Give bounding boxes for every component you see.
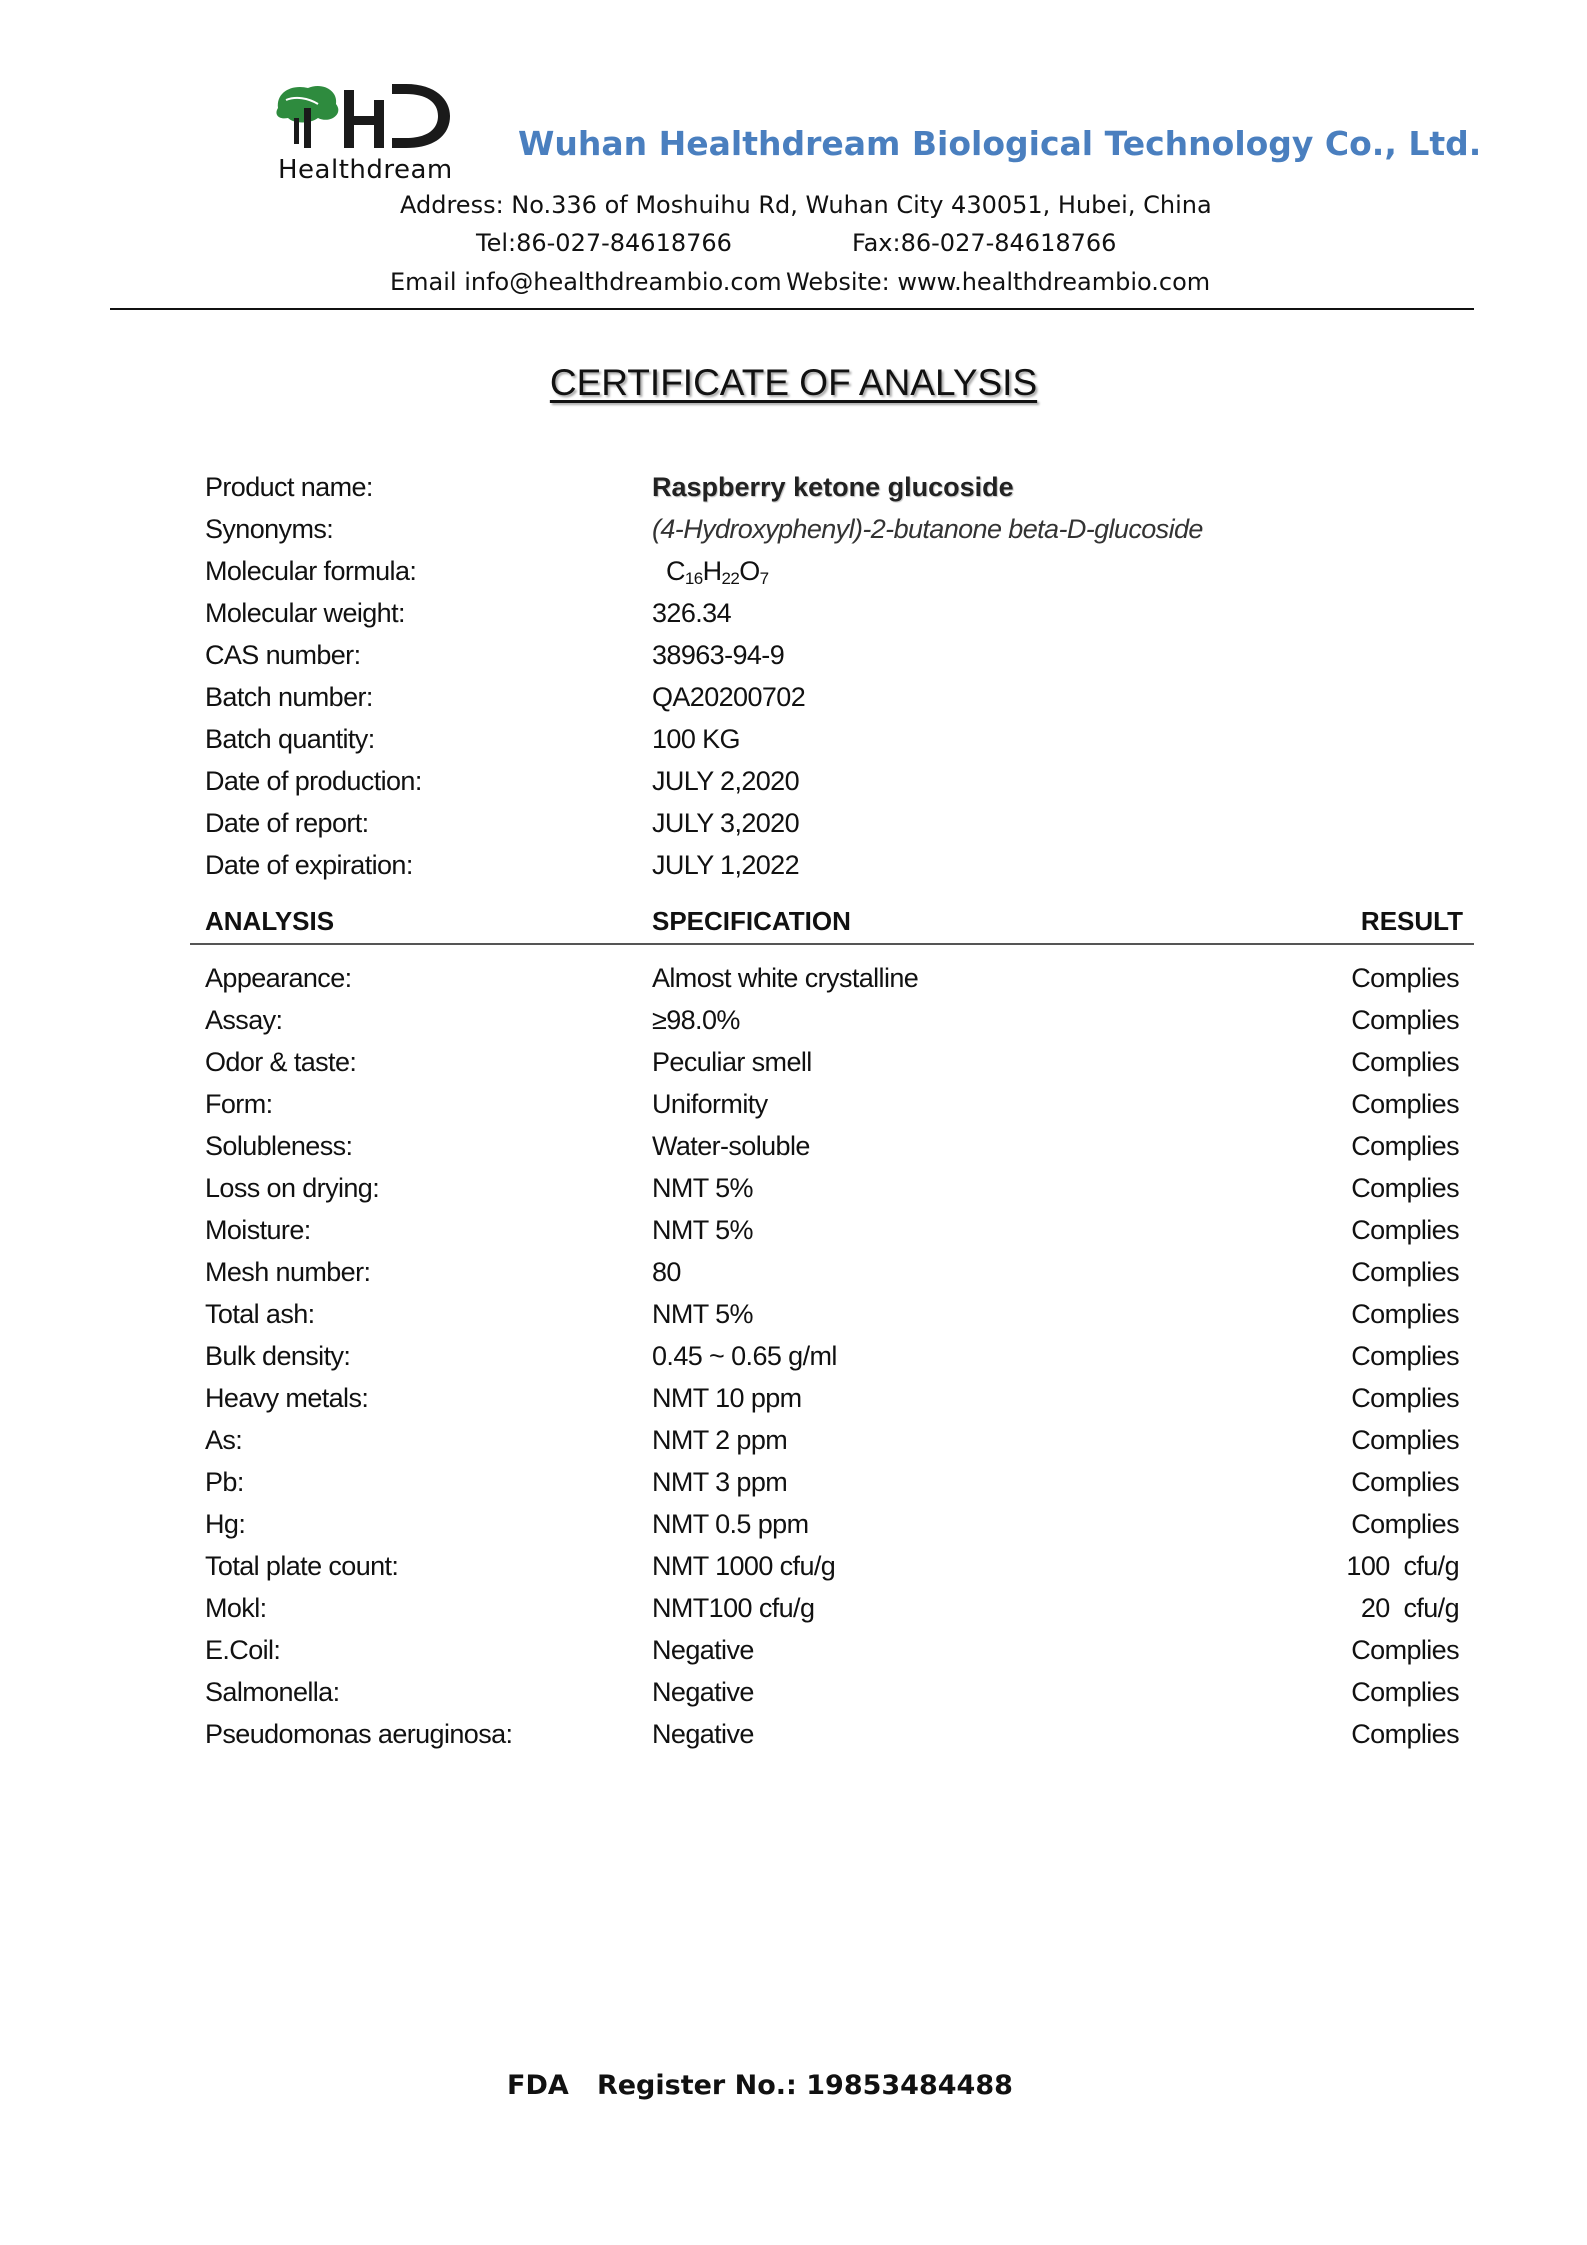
table-row: [0, 963, 1587, 1003]
result-cell: Complies: [1351, 1341, 1459, 1371]
result-cell: Complies: [1351, 1005, 1459, 1035]
specification-cell: NMT 1000 cfu/g: [652, 1551, 836, 1581]
analysis-cell: Odor & taste:: [205, 1047, 357, 1077]
result-cell: Complies: [1351, 1257, 1459, 1287]
table-row: [0, 1215, 1587, 1255]
info-row-batch-number: [0, 682, 1587, 722]
company-logo: [274, 78, 464, 188]
result-cell: Complies: [1351, 1425, 1459, 1455]
specification-cell: Negative: [652, 1677, 754, 1707]
specification-cell: Peculiar smell: [652, 1047, 812, 1077]
specification-cell: NMT 5%: [652, 1299, 753, 1329]
analysis-cell: Pb:: [205, 1467, 244, 1497]
result-cell: Complies: [1351, 1047, 1459, 1077]
analysis-cell: Moisture:: [205, 1215, 311, 1245]
analysis-cell: Assay:: [205, 1005, 283, 1035]
batch-quantity-value: 100 KG: [652, 724, 740, 754]
table-row: [0, 1467, 1587, 1507]
specification-cell: Almost white crystalline: [652, 963, 919, 993]
analysis-cell: Heavy metals:: [205, 1383, 369, 1413]
molecular-weight-value: 326.34: [652, 598, 731, 628]
specification-cell: NMT 10 ppm: [652, 1383, 802, 1413]
info-label: Batch number:: [205, 682, 373, 712]
table-row: [0, 1047, 1587, 1087]
table-row: [0, 1131, 1587, 1171]
analysis-cell: Mokl:: [205, 1593, 267, 1623]
analysis-cell: Total ash:: [205, 1299, 315, 1329]
table-row: [0, 1299, 1587, 1339]
specification-cell: 80: [652, 1257, 681, 1287]
analysis-cell: Mesh number:: [205, 1257, 371, 1287]
result-cell: 20 cfu/g: [1360, 1593, 1459, 1623]
info-label: Date of production:: [205, 766, 422, 796]
company-address: Address: No.336 of Moshuihu Rd, Wuhan City 430051, Hubei, China: [400, 191, 1212, 219]
analysis-cell: Solubleness:: [205, 1131, 353, 1161]
report-date-value: JULY 3,2020: [652, 808, 800, 838]
specification-cell: NMT 5%: [652, 1215, 753, 1245]
header-divider: [110, 308, 1474, 310]
table-row: [0, 1383, 1587, 1423]
specification-cell: NMT 3 ppm: [652, 1467, 788, 1497]
logo-wordmark: Healthdream: [278, 155, 453, 185]
specification-cell: Uniformity: [652, 1089, 768, 1119]
info-row-production-date: [0, 766, 1587, 806]
analysis-cell: Loss on drying:: [205, 1173, 380, 1203]
info-label: Molecular formula:: [205, 556, 417, 586]
analysis-cell: Hg:: [205, 1509, 246, 1539]
info-label: Product name:: [205, 472, 373, 502]
analysis-cell: Form:: [205, 1089, 273, 1119]
analysis-table-header: [0, 906, 1587, 942]
table-row: [0, 1635, 1587, 1675]
table-row: [0, 1593, 1587, 1633]
company-tel: Tel:86-027-84618766: [476, 229, 732, 257]
result-column-header: RESULT: [1360, 906, 1463, 936]
table-row: [0, 1425, 1587, 1465]
specification-cell: NMT 0.5 ppm: [652, 1509, 809, 1539]
table-row: [0, 1089, 1587, 1129]
analysis-cell: Appearance:: [205, 963, 352, 993]
table-row: [0, 1341, 1587, 1381]
specification-cell: NMT 2 ppm: [652, 1425, 788, 1455]
result-cell: Complies: [1351, 1215, 1459, 1245]
info-label: CAS number:: [205, 640, 361, 670]
company-email: Email info@healthdreambio.com: [390, 268, 782, 296]
analysis-cell: Total plate count:: [205, 1551, 399, 1581]
product-name-value: Raspberry ketone glucoside: [652, 472, 1014, 502]
specification-cell: Water-soluble: [652, 1131, 810, 1161]
info-row-weight: [0, 598, 1587, 638]
table-row: [0, 1719, 1587, 1759]
result-cell: Complies: [1351, 963, 1459, 993]
result-cell: Complies: [1351, 1719, 1459, 1749]
fda-register-number: FDA Register No.: 19853484488: [507, 2070, 1013, 2101]
analysis-cell: E.Coil:: [205, 1635, 281, 1665]
specification-cell: NMT 5%: [652, 1173, 753, 1203]
result-cell: Complies: [1351, 1509, 1459, 1539]
info-label: Date of report:: [205, 808, 369, 838]
company-name: Wuhan Healthdream Biological Technology Co., Ltd.: [518, 124, 1482, 163]
info-row-product-name: [0, 472, 1587, 512]
analysis-cell: Bulk density:: [205, 1341, 351, 1371]
company-website: Website: www.healthdreambio.com: [786, 268, 1211, 296]
info-row-report-date: [0, 808, 1587, 848]
result-cell: Complies: [1351, 1467, 1459, 1497]
specification-cell: Negative: [652, 1635, 754, 1665]
specification-column-header: SPECIFICATION: [652, 906, 851, 936]
info-row-batch-quantity: [0, 724, 1587, 764]
analysis-column-header: ANALYSIS: [205, 906, 335, 936]
result-cell: Complies: [1351, 1299, 1459, 1329]
info-row-formula: [0, 556, 1587, 596]
result-cell: Complies: [1351, 1089, 1459, 1119]
table-row: [0, 1257, 1587, 1297]
result-cell: Complies: [1351, 1131, 1459, 1161]
result-cell: Complies: [1351, 1635, 1459, 1665]
info-label: Synonyms:: [205, 514, 334, 544]
specification-cell: Negative: [652, 1719, 754, 1749]
healthdream-logo-icon: [274, 78, 464, 158]
company-fax: Fax:86-027-84618766: [852, 229, 1117, 257]
table-row: [0, 1173, 1587, 1213]
info-label: Date of expiration:: [205, 850, 413, 880]
analysis-cell: As:: [205, 1425, 243, 1455]
expiration-date-value: JULY 1,2022: [652, 850, 800, 880]
result-cell: Complies: [1351, 1677, 1459, 1707]
table-row: [0, 1551, 1587, 1591]
analysis-cell: Pseudomonas aeruginosa:: [205, 1719, 513, 1749]
result-cell: Complies: [1351, 1173, 1459, 1203]
result-cell: 100 cfu/g: [1346, 1551, 1459, 1581]
info-row-expiration-date: [0, 850, 1587, 890]
info-row-synonyms: [0, 514, 1587, 554]
batch-number-value: QA20200702: [652, 682, 806, 712]
table-header-divider: [190, 943, 1474, 945]
table-row: [0, 1005, 1587, 1045]
table-row: [0, 1677, 1587, 1717]
production-date-value: JULY 2,2020: [652, 766, 800, 796]
info-label: Batch quantity:: [205, 724, 375, 754]
table-row: [0, 1509, 1587, 1549]
specification-cell: ≥98.0%: [652, 1005, 740, 1035]
analysis-cell: Salmonella:: [205, 1677, 340, 1707]
specification-cell: 0.45 ~ 0.65 g/ml: [652, 1341, 837, 1371]
synonyms-value: (4-Hydroxyphenyl)-2-butanone beta-D-glucoside: [652, 514, 1203, 544]
specification-cell: NMT100 cfu/g: [652, 1593, 815, 1623]
molecular-formula-value: $C_{16}H_{22}O_7$: [666, 556, 769, 588]
info-row-cas: [0, 640, 1587, 680]
cas-number-value: 38963-94-9: [652, 640, 785, 670]
result-cell: Complies: [1351, 1383, 1459, 1413]
document-title: CERTIFICATE OF ANALYSIS: [549, 362, 1038, 403]
info-label: Molecular weight:: [205, 598, 405, 628]
